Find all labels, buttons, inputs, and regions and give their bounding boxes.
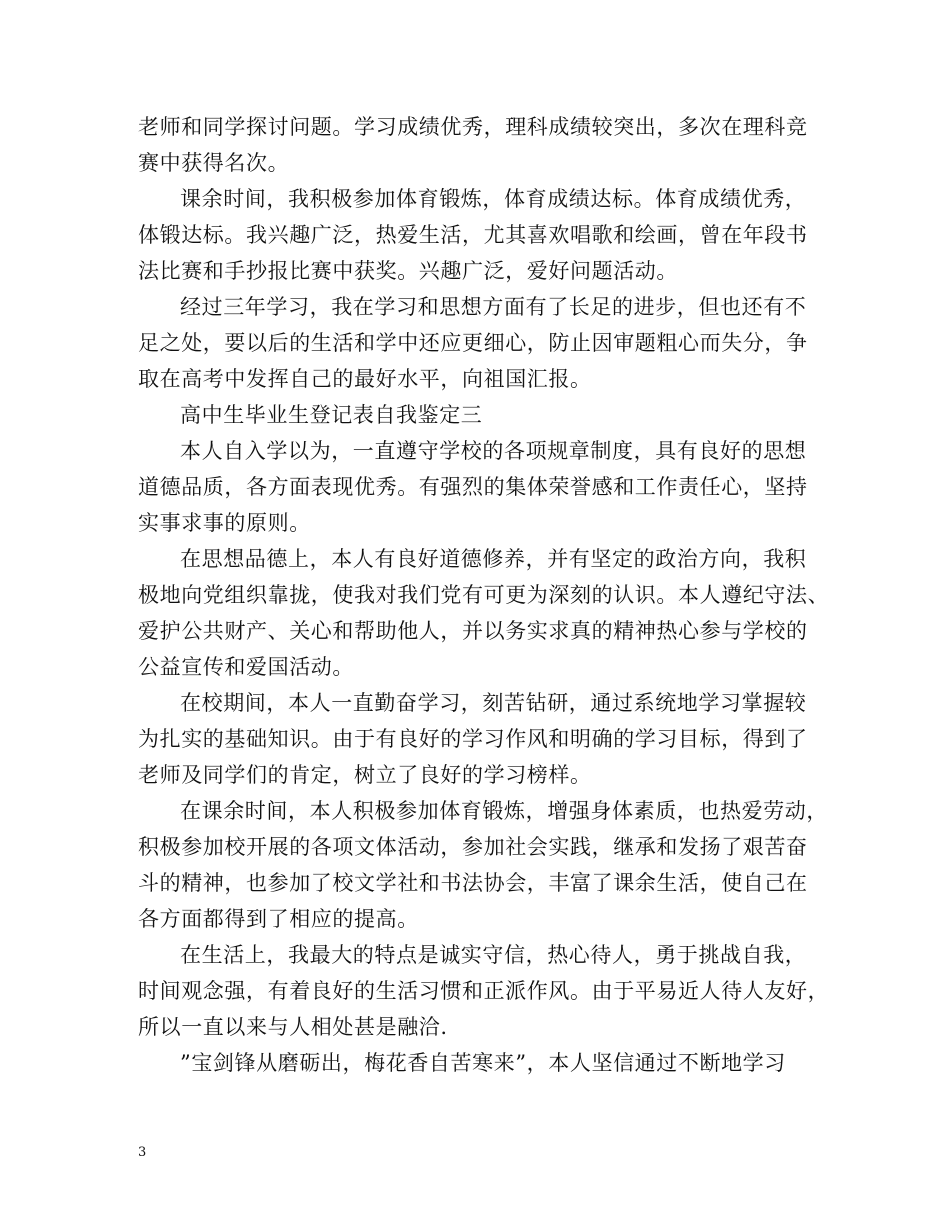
text-line: 老师及同学们的肯定，树立了良好的学习榜样。: [138, 763, 592, 787]
text-line: 积极参加校开展的各项文体活动，参加社会实践，继承和发扬了艰苦奋: [138, 835, 808, 859]
text-line: 赛中获得名次。: [138, 151, 290, 175]
text-line: 各方面都得到了相应的提高。: [138, 907, 419, 931]
text-line: 课余时间，我积极参加体育锻炼，体育成绩达标。体育成绩优秀，: [180, 187, 807, 211]
text-line: 在校期间，本人一直勤奋学习，刻苦钻研，通过系统地学习掌握较: [180, 691, 807, 715]
document-body: [138, 110, 828, 1082]
text-line: 爱护公共财产、关心和帮助他人，并以务实求真的精神热心参与学校的: [138, 619, 808, 643]
text-line: 在思想品德上，本人有良好道德修养，并有坚定的政治方向，我积: [180, 547, 807, 571]
text-line: 老师和同学探讨问题。学习成绩优秀，理科成绩较突出，多次在理科竞: [138, 115, 808, 139]
text-line: 为扎实的基础知识。由于有良好的学习作风和明确的学习目标，得到了: [138, 727, 808, 751]
page-number: 3: [138, 1145, 147, 1160]
text-line: 公益宣传和爱国活动。: [138, 655, 354, 679]
text-line: 足之处，要以后的生活和学中还应更细心，防止因审题粗心而失分，争: [138, 331, 808, 355]
text-line: 本人自入学以为，一直遵守学校的各项规章制度，具有良好的思想: [180, 439, 807, 463]
text-line: 体锻达标。我兴趣广泛，热爱生活，尤其喜欢唱歌和绘画，曾在年段书: [138, 223, 808, 247]
text-line: 极地向党组织靠拢，使我对我们党有可更为深刻的认识。本人遵纪守法、: [138, 583, 830, 607]
text-line: 实事求事的原则。: [138, 511, 311, 535]
text-line: 斗的精神，也参加了校文学社和书法协会，丰富了课余生活，使自己在: [138, 871, 808, 895]
text-line: 在课余时间，本人积极参加体育锻炼，增强身体素质，也热爱劳动，: [180, 799, 828, 823]
text-line: 道德品质，各方面表现优秀。有强烈的集体荣誉感和工作责任心，坚持: [138, 475, 808, 499]
text-line: 经过三年学习，我在学习和思想方面有了长足的进步，但也还有不: [180, 295, 807, 319]
text-line: 取在高考中发挥自己的最好水平，向祖国汇报。: [138, 367, 592, 391]
text-line: ”宝剑锋从磨砺出，梅花香自苦寒来”，本人坚信通过不断地学习: [180, 1051, 786, 1075]
text-line: 时间观念强，有着良好的生活习惯和正派作风。由于平易近人待人友好，: [138, 979, 830, 1003]
text-line: 法比赛和手抄报比赛中获奖。兴趣广泛，爱好问题活动。: [138, 259, 678, 283]
section-heading: 高中生毕业生登记表自我鉴定三: [180, 403, 483, 427]
text-line: 所以一直以来与人相处甚是融洽.: [138, 1015, 448, 1039]
text-line: 在生活上，我最大的特点是诚实守信，热心待人，勇于挑战自我，: [180, 943, 807, 967]
